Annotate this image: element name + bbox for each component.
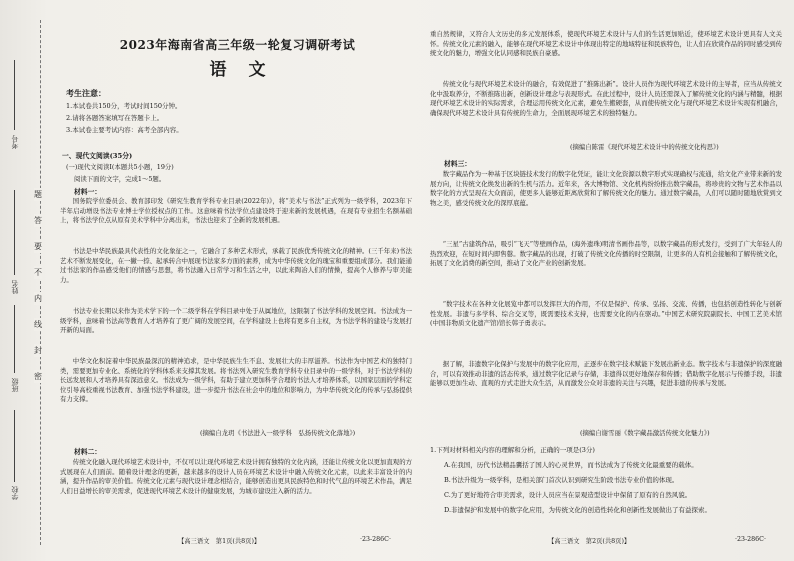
option-b: B.书法升级为一级学科，是相关部门首次认识到研究生阶段书法专业价值的体现。 [444, 476, 679, 484]
page-footer: 【高三语文 第2页(共8页)】 [548, 538, 631, 545]
paragraph: 数字藏品作为一种基于区块链技术发行的数字化凭证，能让文化资源以数字形式实现确权与流通，给文化产业带来新的发展方向，让传统文化焕发出新的生机与活力。近年来，各大博物馆、文化机构纷纷推出数字藏品，将珍贵的文物与艺术作品以数字化的方式呈现在大众面前，使更多人能够近距离欣赏和了解传统文化的魅力。通过数字藏品，人们可以随时随地欣赏到文物之美，感受传统文化的深厚底蕴。 [430, 170, 782, 207]
material-label: 材料二： [74, 448, 102, 456]
page-code: ·23-286C· [360, 536, 391, 543]
seal-char: 答 [34, 216, 42, 225]
notice-item: 2.请将各题答案填写在答题卡上。 [66, 114, 164, 122]
question-stem: 1.下列对材料相关内容的理解和分析，正确的一项是(3分) [430, 446, 595, 454]
page-footer: 【高三语文 第1页(共8页)】 [178, 538, 261, 545]
paragraph: 中华文化积淀着中华民族最深沉的精神追求，是中华民族生生不息、发展壮大的丰厚滋养。书法作为中国艺术的独特门类，需要更加专业化、系统化的学科体系来支撑其发展。将书法列入研究生教育学科专业目录中的一级学科，对于书法学科的长远发展和人才培养具有深远意义。书法成为一级学科，有助于建立更加科学合理的书法人才培养体系，以国家层面的学科定位引导高校重视书法教育、加强书法学科建设，进一步提升书法在社会中的地位和影响力，为中华传统文化的传承与弘扬提供有力支撑。 [60, 357, 412, 404]
page-code: ·23-286C· [735, 536, 766, 543]
material-label: 材料三： [444, 160, 472, 168]
option-a: A.在我国，历代书法精品囊括了国人的心灵世界，而书法成为了传统文化最重要的载体。 [444, 461, 698, 469]
paragraph: 重自然规律，又符合人文历史的多元发展体系，使现代环境艺术设计与人们的生活更加贴近，使环境艺术设计更具有人文关怀。传统文化元素的融入，能够在现代环境艺术设计中体现出特定的地域特征和民族特色，让人们在欣赏作品的同时感受到传统文化的魅力，增强文化认同感和民族自豪感。 [430, 30, 782, 58]
source-citation: (摘编自龙玥《书法进入一级学科 弘扬传统文化落地》) [200, 429, 356, 437]
section-heading: 一、现代文阅读(35分) [62, 152, 133, 160]
paragraph: 国务院学位委员会、教育部印发《研究生教育学科专业目录(2022年)》，将“美术与书法”正式列为一级学科，2023年下半年启动增设书法专业博士学位授权点的工作。这意味着书法学位点建设终于迎来新的发展机遇，在现有专业招生名额基础上，将书法学位点从原有美术学科中分离出来，书法也迎来了全新的发展机遇。 [60, 197, 412, 225]
exam-no-label: 考号 [11, 135, 19, 149]
source-citation: (摘编自谢雪丽《数字藏品激活传统文化魅力》) [580, 429, 710, 437]
instruction: 阅读下面的文字，完成1～5题。 [74, 175, 166, 183]
paragraph: “三星”古建筑作品，吸引“飞天”等壁画作品，(海外遗珠)明清书画作品等，以数字藏品的形式发行，受到了广大年轻人的热烈欢迎，在短时间内即售罄。数字藏品的出现，打破了传统文化传播的时空限制，让更多的人有机会接触和了解传统文化，拓展了文化消费的新空间，推动了文化产业的创新发展。 [430, 240, 782, 268]
name-label: 姓名 [11, 280, 19, 294]
seal-char: 密 [34, 372, 42, 381]
seal-char: 封 [34, 346, 42, 355]
binding-margin [0, 0, 56, 561]
option-c: C.为了更好地符合审美需求，设计人员应当在景观造型设计中保留了原有的自然风貌。 [444, 491, 692, 499]
paragraph: 书法是中华民族最具代表性的文化象征之一，它融合了多种艺术形式，承载了民族优秀传统文化的精神。(三千年来)书法艺术不断发展变化，在一撇一捺、起承转合中展现书法家多方面的素养，成为中华传统文化的瑰宝和重要组成部分。我们能通过书法家的作品感受他们的情感与思想，将书法融入日常学习和生活之中，以此来陶冶人们的情操，提高个人修养与审美能力。 [60, 247, 412, 284]
school-line [14, 410, 15, 482]
name-line [14, 190, 15, 275]
exam-title: 2023年海南省高三年级一轮复习调研考试 [119, 38, 356, 52]
paragraph: 传统文化与现代环境艺术设计的融合，有效促进了“推陈出新”。设计人员作为现代环境艺术设计的主导者，应当从传统文化中汲取养分，不断推陈出新，创新设计理念与表现形式。在此过程中，设计人员还需深入了解传统文化的内涵与精髓，根据现代环境艺术设计的实际需求，合理运用传统文化元素，避免生搬硬套，从而使传统文化与现代环境艺术设计实现有机融合，确保现代环境艺术设计具有传统的生命力，全面展现环境艺术的独特魅力。 [430, 80, 782, 117]
material-label: 材料一： [74, 188, 102, 196]
seal-char: 内 [34, 294, 42, 303]
source-citation: (摘编自陈雷《现代环境艺术设计中的传统文化构思》) [570, 143, 719, 151]
school-label: 学校 [11, 486, 19, 500]
seal-char: 要 [34, 242, 42, 251]
subject-title: 语文 [209, 60, 288, 80]
subsection-heading: (一)现代文阅读Ⅰ(本题共5小题，19分) [66, 163, 174, 171]
seal-char: 不 [34, 268, 42, 277]
notice-item: 3.本试卷主要考试内容：高考全部内容。 [66, 126, 183, 134]
seal-char: 题 [34, 190, 42, 199]
paragraph: 书法专业长期以来作为美术学下的一个二级学科在学科目录中处于从属地位，这限制了书法学科的发展空间。书法成为一级学科，意味着书法高等教育人才培养有了更广阔的发展空间，在学科建设上也将有更多自主权，为书法学科的建设与发展打开新的局面。 [60, 307, 412, 335]
notice-item: 1.本试卷共150分，考试时间150分钟。 [66, 102, 182, 110]
option-d: D.非遗保护和发展中的数字化应用，为传统文化的创造性转化和创新性发展做出了有益探索。 [444, 506, 712, 514]
paragraph: “数字技术在各种文化展览中都可以发挥巨大的作用，不仅是保护、传承、弘扬、交流、传播，也包括创造性转化与创新性发展。非遗与多学科、综合交叉等，既需要技术支持，也需要文化的内在驱动。”中国艺术研究院副院长、中国工艺美术馆(中国非物质文化遗产馆)馆长韩子勇表示。 [430, 300, 782, 328]
seal-dashed-line [40, 20, 41, 545]
paragraph: 据了解，非遗数字化保护与发展中的数字化应用，正逐步在数字技术赋能下发展出新业态。数字技术与非遗保护的深度融合，可以有效推动非遗的活态传承，通过数字化记录与存储，非遗得以更好地保存和传播；借助数字化展示与传播手段，非遗能够以更加生动、直观的方式走进大众生活，从而激发公众对非遗的关注与兴趣，促进非遗的传承与发展。 [430, 360, 782, 388]
class-label: 班级 [11, 378, 19, 392]
notice-heading: 考生注意： [66, 88, 106, 98]
class-line [14, 305, 15, 373]
paragraph: 传统文化融入现代环境艺术设计中，不仅可以让现代环境艺术设计拥有独特的文化内涵，还能让传统文化以更加直观的方式展现在人们面前。随着设计理念的更新，越来越多的设计人员在环境艺术设计中融入传统文化元素，以此来丰富设计的内涵，提升作品的审美价值。传统文化元素与现代设计理念相结合，能够创造出更具民族特色和时代气息的环境艺术作品，满足人们日益增长的审美需求，促进现代环境艺术设计的健康发展，为城市建设注入新的活力。 [60, 458, 412, 495]
seal-char: 线 [34, 320, 42, 329]
exam-no-line [14, 60, 15, 130]
